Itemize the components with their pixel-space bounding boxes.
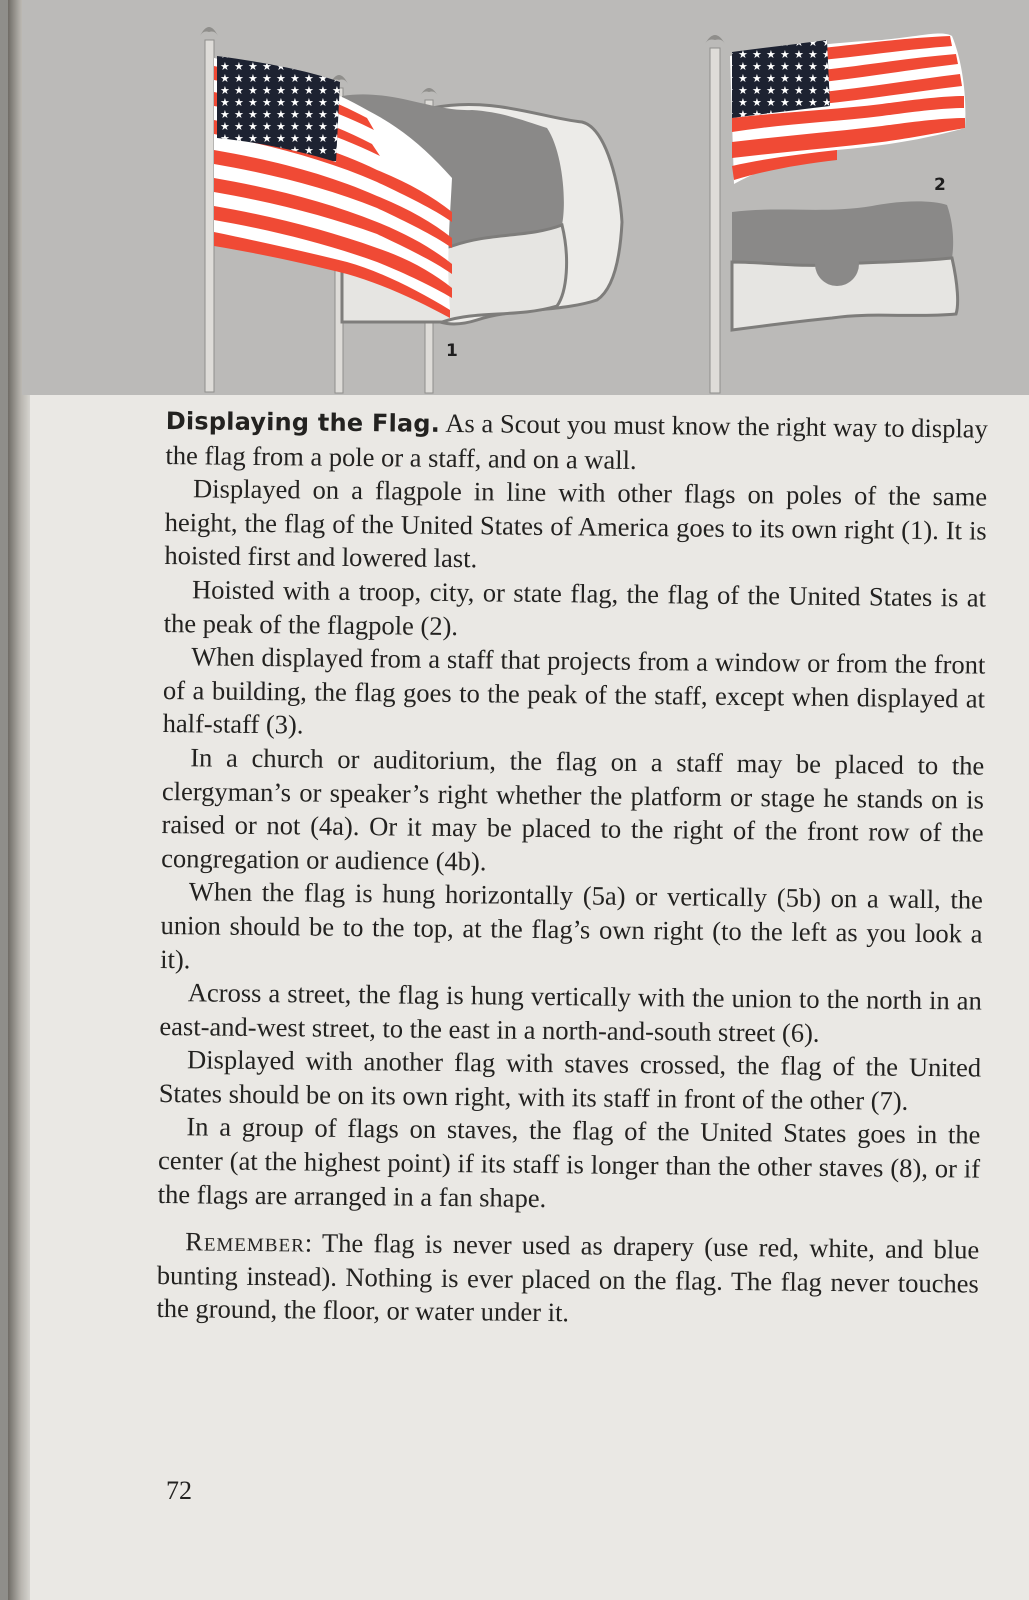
paragraph-street: Across a street, the flag is hung vertically with the union to the north in an east-and-west street, to the east in a north-and-south street (6). xyxy=(159,977,982,1048)
troop-flag-emblem xyxy=(815,242,859,286)
paragraph-flagpole: Displayed on a flagpole in line with other flags on poles of the same height, the flag of the United States of America goes to its own right (1). It is hoisted first and lowered last. xyxy=(164,473,988,574)
paragraph-hoisted: Hoisted with a troop, city, or state flag, the flag of the United States is at the peak of the flagpole (2). xyxy=(163,574,987,641)
paragraph-intro-text: As a Scout you must know the right way to display the flag from a pole or a staff, and on a wall. xyxy=(165,407,988,475)
article-body xyxy=(156,404,988,1335)
flagpole-figure-2 xyxy=(710,48,720,393)
paragraph-intro xyxy=(165,404,988,481)
section-heading: Displaying the Flag. xyxy=(165,406,441,438)
flagpole-left xyxy=(205,40,214,392)
paragraph-crossed-staves: Displayed with another flag with staves crossed, the flag of the United States should be on its own right, with its staff in front of the other (7). xyxy=(158,1044,982,1116)
figure-1-label: 1 xyxy=(446,341,458,361)
paragraph-wall: When the flag is hung horizontally (5a) or vertically (5b) on a wall, the union should be to the top, at the flag’s own right (to the left as you look a it). xyxy=(160,876,984,974)
figure-2-label: 2 xyxy=(934,175,946,195)
book-page xyxy=(8,0,1029,1600)
paragraph-staff: When displayed from a staff that projects from a window or from the front of a building, the flag goes to the peak of the staff, except when displayed at half-staff (3). xyxy=(162,641,986,740)
paragraph-group: In a group of flags on staves, the flag of the United States goes in the center (at the highest point) if its staff is longer than the other staves (8), or if the flags are arranged in a fan shape. xyxy=(157,1111,981,1213)
flag-display-illustration xyxy=(22,0,1029,395)
remember-label: Remember xyxy=(185,1226,306,1258)
page-number: 72 xyxy=(166,1476,192,1505)
remember-text: : The flag is never used as drapery (use red, white, and blue bunting instead). Nothing is ever placed on the flag. The flag never touches the ground, the floor, or water under it. xyxy=(156,1227,980,1328)
paragraph-remember xyxy=(156,1225,979,1334)
paragraph-church: In a church or auditorium, the flag on a staff may be placed to the clergyman’s or speaker’s right whether the platform or stage he stands on is raised or not (4a). Or it may be placed to the right of the front row of the congregation or audience (4b). xyxy=(161,742,985,877)
